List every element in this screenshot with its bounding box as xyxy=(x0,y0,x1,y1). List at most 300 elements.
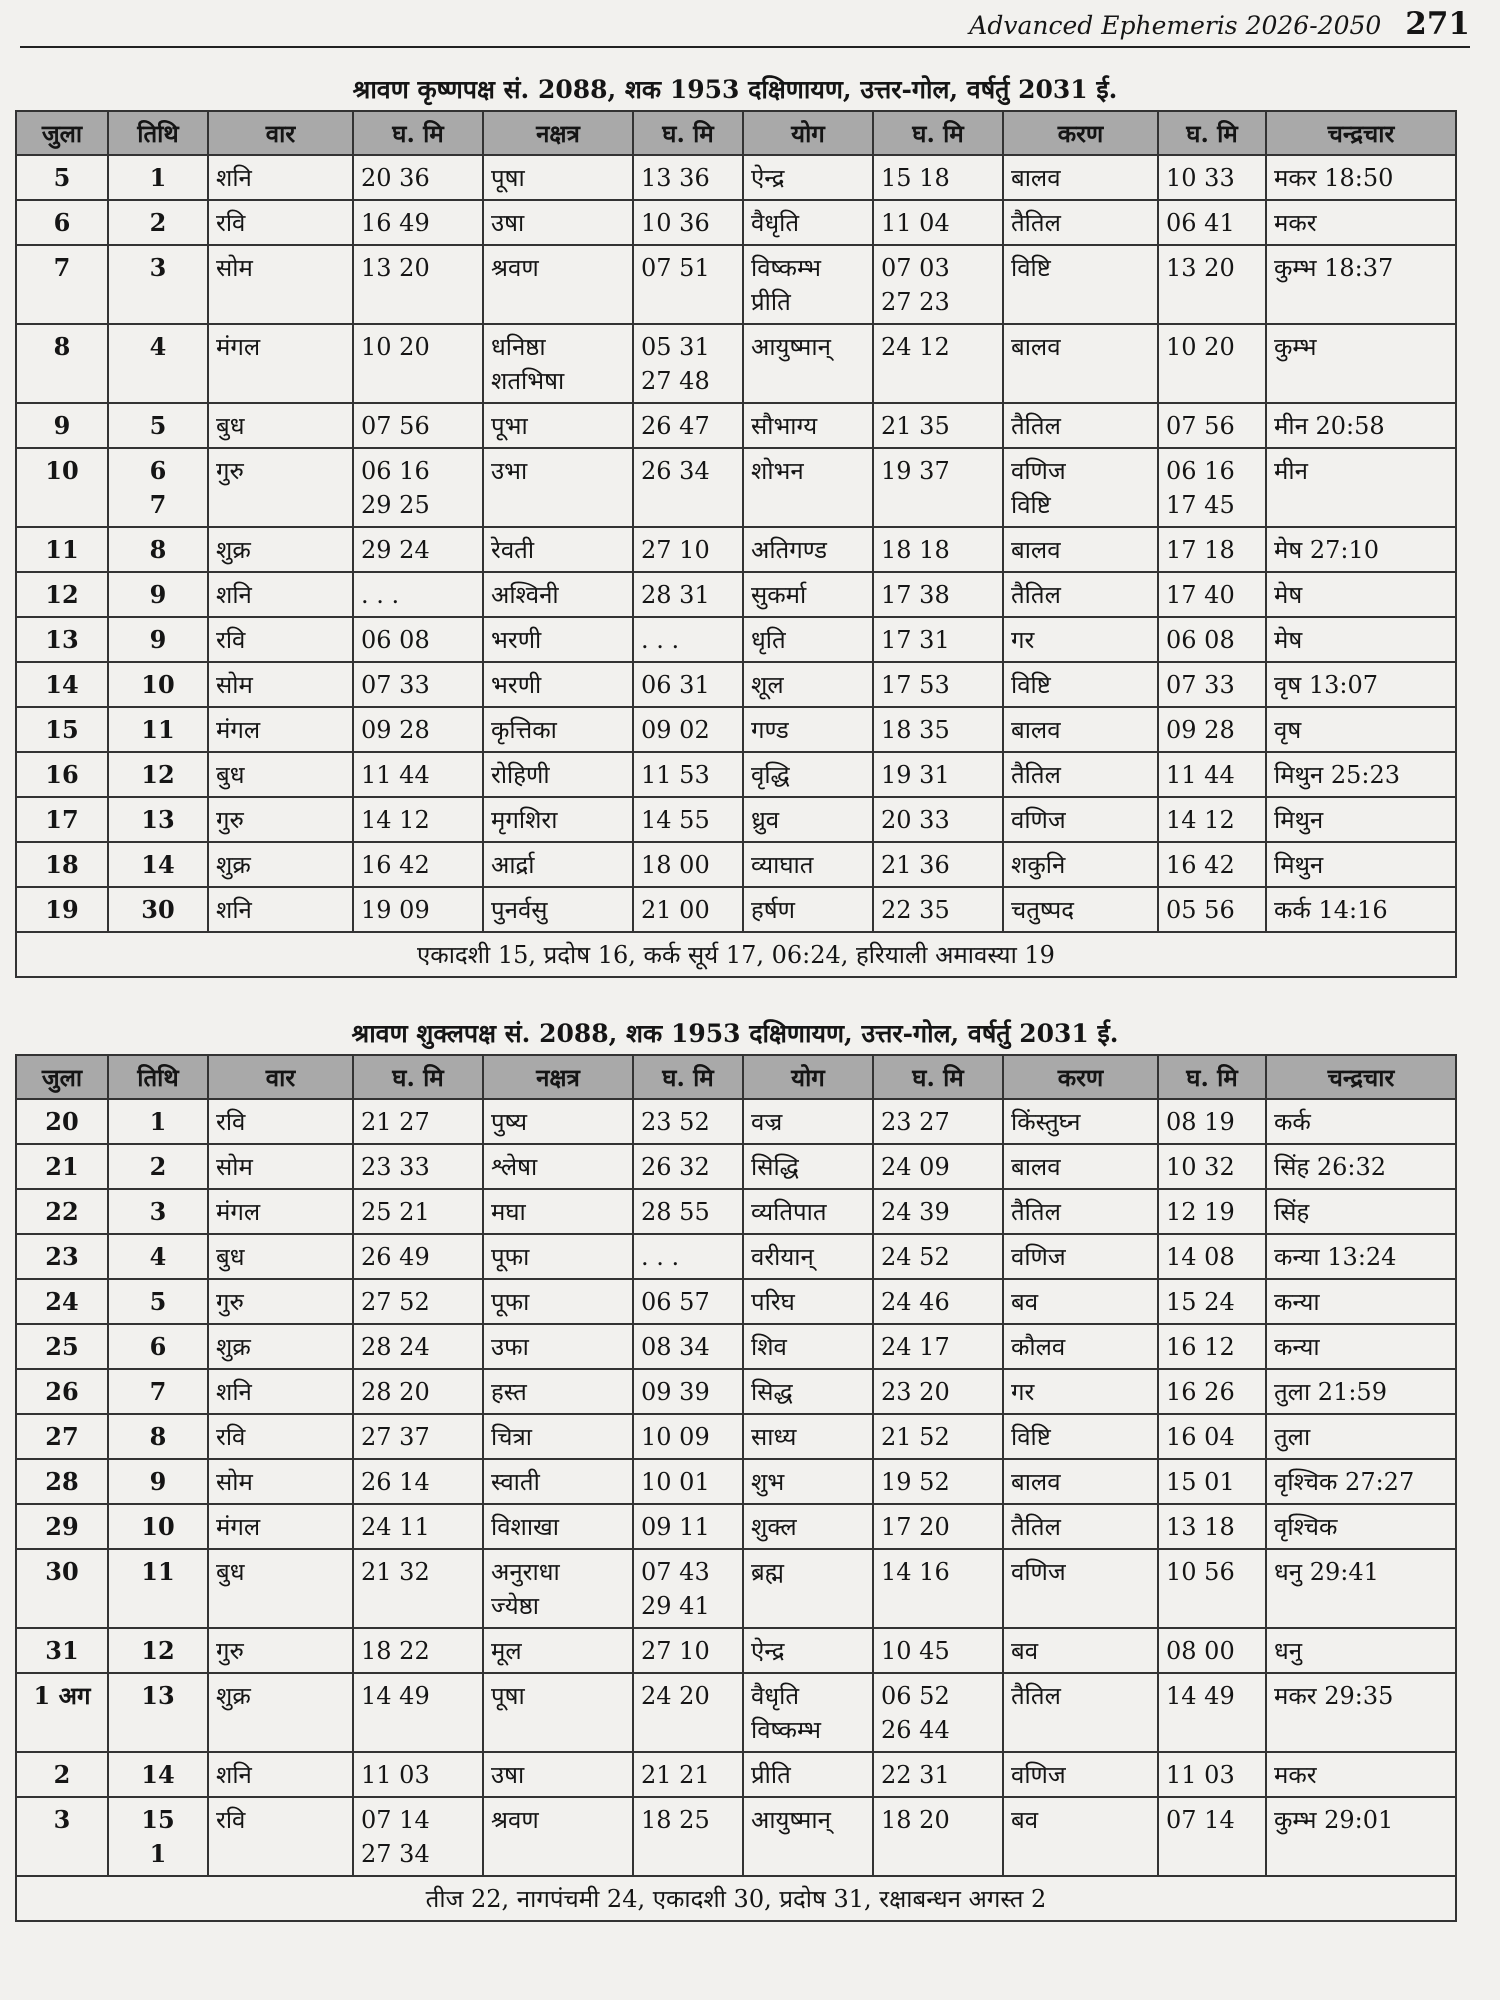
cell-moon-sign: तुला 21:59 xyxy=(1266,1369,1456,1414)
cell-weekday: शनि xyxy=(208,1752,353,1797)
cell-yoga: आयुष्मान् xyxy=(743,1797,873,1876)
cell-yoga: सौभाग्य xyxy=(743,403,873,448)
cell-nakshatra-end: 18 25 xyxy=(633,1797,743,1876)
table-row xyxy=(16,1504,1456,1549)
cell-yoga-end: 21 36 xyxy=(873,842,1003,887)
col-header-karana: करण xyxy=(1003,111,1158,155)
cell-tithi: 4 xyxy=(108,324,208,403)
cell-karana-end: 10 32 xyxy=(1158,1144,1266,1189)
cell-weekday: सोम xyxy=(208,245,353,324)
table-row xyxy=(16,403,1456,448)
cell-moon-sign: मेष 27:10 xyxy=(1266,527,1456,572)
col-header-karana-end: घ. मि xyxy=(1158,111,1266,155)
cell-moon-sign: मेष xyxy=(1266,572,1456,617)
cell-tithi-end: 07 56 xyxy=(353,403,483,448)
cell-nakshatra-end: 09 11 xyxy=(633,1504,743,1549)
table-row xyxy=(16,1414,1456,1459)
cell-moon-sign: मिथुन xyxy=(1266,842,1456,887)
page-number: 271 xyxy=(1405,6,1470,42)
cell-karana: बालव xyxy=(1003,155,1158,200)
cell-date: 30 xyxy=(16,1549,108,1628)
cell-yoga-end: 18 35 xyxy=(873,707,1003,752)
cell-yoga: व्यतिपात xyxy=(743,1189,873,1234)
footnote-row xyxy=(16,932,1456,977)
cell-karana: तैतिल xyxy=(1003,1504,1158,1549)
cell-weekday: शनि xyxy=(208,1369,353,1414)
cell-karana: वणिज xyxy=(1003,1234,1158,1279)
cell-tithi: 9 xyxy=(108,1459,208,1504)
cell-karana: शकुनि xyxy=(1003,842,1158,887)
cell-moon-sign: सिंह 26:32 xyxy=(1266,1144,1456,1189)
cell-nakshatra-end: 18 00 xyxy=(633,842,743,887)
cell-karana: बव xyxy=(1003,1279,1158,1324)
cell-tithi: 7 xyxy=(108,1369,208,1414)
cell-nakshatra: अश्विनी xyxy=(483,572,633,617)
cell-weekday: गुरु xyxy=(208,448,353,527)
cell-nakshatra: उफा xyxy=(483,1324,633,1369)
cell-karana: वणिज xyxy=(1003,1752,1158,1797)
table-row xyxy=(16,752,1456,797)
cell-yoga: ध्रुव xyxy=(743,797,873,842)
cell-nakshatra-end: 09 39 xyxy=(633,1369,743,1414)
cell-nakshatra: मघा xyxy=(483,1189,633,1234)
cell-weekday: रवि xyxy=(208,1414,353,1459)
cell-yoga-end: 19 52 xyxy=(873,1459,1003,1504)
cell-karana-end: 06 08 xyxy=(1158,617,1266,662)
cell-date: 31 xyxy=(16,1628,108,1673)
cell-moon-sign: कुम्भ xyxy=(1266,324,1456,403)
table-row xyxy=(16,1189,1456,1234)
cell-yoga-end: 10 45 xyxy=(873,1628,1003,1673)
cell-yoga-end: 17 38 xyxy=(873,572,1003,617)
cell-date: 3 xyxy=(16,1797,108,1876)
table-row xyxy=(16,1459,1456,1504)
cell-tithi-end: 28 20 xyxy=(353,1369,483,1414)
cell-karana: बव xyxy=(1003,1797,1158,1876)
table-row xyxy=(16,1279,1456,1324)
cell-yoga-end: 20 33 xyxy=(873,797,1003,842)
cell-yoga: प्रीति xyxy=(743,1752,873,1797)
cell-moon-sign: सिंह xyxy=(1266,1189,1456,1234)
cell-nakshatra: पूफा xyxy=(483,1234,633,1279)
cell-tithi: 11 xyxy=(108,1549,208,1628)
cell-weekday: सोम xyxy=(208,1459,353,1504)
cell-moon-sign: मेष xyxy=(1266,617,1456,662)
table-row xyxy=(16,842,1456,887)
cell-yoga: ऐन्द्र xyxy=(743,155,873,200)
cell-date: 21 xyxy=(16,1144,108,1189)
cell-karana-end: 14 49 xyxy=(1158,1673,1266,1752)
cell-nakshatra-end: 28 55 xyxy=(633,1189,743,1234)
cell-tithi-end: . . . xyxy=(353,572,483,617)
cell-tithi: 14 xyxy=(108,842,208,887)
cell-tithi-end: 07 14 27 34 xyxy=(353,1797,483,1876)
cell-tithi-end: 19 09 xyxy=(353,887,483,932)
cell-tithi-end: 11 03 xyxy=(353,1752,483,1797)
cell-yoga-end: 24 52 xyxy=(873,1234,1003,1279)
cell-karana-end: 13 20 xyxy=(1158,245,1266,324)
cell-karana-end: 08 00 xyxy=(1158,1628,1266,1673)
col-header-tithi-end: घ. मि xyxy=(353,1055,483,1099)
cell-nakshatra-end: 11 53 xyxy=(633,752,743,797)
cell-weekday: रवि xyxy=(208,200,353,245)
cell-tithi: 13 xyxy=(108,1673,208,1752)
table-row xyxy=(16,707,1456,752)
cell-yoga-end: 18 20 xyxy=(873,1797,1003,1876)
cell-karana-end: 07 56 xyxy=(1158,403,1266,448)
cell-yoga-end: 19 37 xyxy=(873,448,1003,527)
cell-date: 28 xyxy=(16,1459,108,1504)
cell-karana: बालव xyxy=(1003,707,1158,752)
cell-nakshatra-end: 07 43 29 41 xyxy=(633,1549,743,1628)
cell-date: 18 xyxy=(16,842,108,887)
cell-tithi: 3 xyxy=(108,1189,208,1234)
cell-nakshatra: मूल xyxy=(483,1628,633,1673)
cell-weekday: बुध xyxy=(208,403,353,448)
cell-moon-sign: मीन xyxy=(1266,448,1456,527)
cell-tithi-end: 26 14 xyxy=(353,1459,483,1504)
cell-nakshatra: रोहिणी xyxy=(483,752,633,797)
cell-weekday: गुरु xyxy=(208,1628,353,1673)
cell-tithi: 1 xyxy=(108,1099,208,1144)
cell-weekday: शुक्र xyxy=(208,1324,353,1369)
cell-tithi: 12 xyxy=(108,752,208,797)
col-header-karana: करण xyxy=(1003,1055,1158,1099)
cell-nakshatra: पूषा xyxy=(483,1673,633,1752)
footnote-row xyxy=(16,1876,1456,1921)
cell-date: 20 xyxy=(16,1099,108,1144)
cell-yoga: शुभ xyxy=(743,1459,873,1504)
cell-tithi-end: 25 21 xyxy=(353,1189,483,1234)
cell-yoga: शुक्ल xyxy=(743,1504,873,1549)
cell-weekday: शुक्र xyxy=(208,527,353,572)
cell-yoga-end: 24 46 xyxy=(873,1279,1003,1324)
cell-tithi: 15 1 xyxy=(108,1797,208,1876)
cell-karana: बालव xyxy=(1003,324,1158,403)
cell-yoga: सुकर्मा xyxy=(743,572,873,617)
cell-yoga-end: 17 53 xyxy=(873,662,1003,707)
cell-yoga: अतिगण्ड xyxy=(743,527,873,572)
cell-tithi-end: 24 11 xyxy=(353,1504,483,1549)
header-row xyxy=(16,1055,1456,1099)
col-header-nakshatra-end: घ. मि xyxy=(633,1055,743,1099)
cell-nakshatra-end: . . . xyxy=(633,617,743,662)
table-row xyxy=(16,1673,1456,1752)
cell-yoga-end: 24 12 xyxy=(873,324,1003,403)
cell-moon-sign: कुम्भ 18:37 xyxy=(1266,245,1456,324)
cell-karana-end: 10 33 xyxy=(1158,155,1266,200)
col-header-tithi-end: घ. मि xyxy=(353,111,483,155)
cell-date: 15 xyxy=(16,707,108,752)
cell-yoga: शूल xyxy=(743,662,873,707)
cell-moon-sign: कर्क xyxy=(1266,1099,1456,1144)
cell-nakshatra-end: 28 31 xyxy=(633,572,743,617)
cell-nakshatra: अनुराधा ज्येष्ठा xyxy=(483,1549,633,1628)
cell-yoga: वज्र xyxy=(743,1099,873,1144)
cell-karana: बालव xyxy=(1003,527,1158,572)
cell-nakshatra-end: 06 31 xyxy=(633,662,743,707)
col-header-tithi: तिथि xyxy=(108,111,208,155)
cell-karana: बव xyxy=(1003,1628,1158,1673)
cell-tithi: 30 xyxy=(108,887,208,932)
cell-date: 7 xyxy=(16,245,108,324)
col-header-weekday: वार xyxy=(208,111,353,155)
table-row xyxy=(16,1234,1456,1279)
table-row xyxy=(16,200,1456,245)
cell-tithi: 9 xyxy=(108,572,208,617)
col-header-moon-sign: चन्द्रचार xyxy=(1266,111,1456,155)
cell-tithi-end: 20 36 xyxy=(353,155,483,200)
cell-tithi: 2 xyxy=(108,200,208,245)
cell-weekday: बुध xyxy=(208,1549,353,1628)
header-row xyxy=(16,111,1456,155)
col-header-nakshatra: नक्षत्र xyxy=(483,111,633,155)
cell-tithi: 10 xyxy=(108,1504,208,1549)
cell-karana: तैतिल xyxy=(1003,403,1158,448)
cell-nakshatra-end: 26 34 xyxy=(633,448,743,527)
cell-moon-sign: मिथुन xyxy=(1266,797,1456,842)
cell-yoga-end: 21 52 xyxy=(873,1414,1003,1459)
cell-date: 27 xyxy=(16,1414,108,1459)
cell-weekday: शनि xyxy=(208,155,353,200)
cell-yoga-end: 22 31 xyxy=(873,1752,1003,1797)
cell-tithi: 5 xyxy=(108,1279,208,1324)
cell-weekday: शनि xyxy=(208,572,353,617)
cell-yoga-end: 24 39 xyxy=(873,1189,1003,1234)
cell-karana: चतुष्पद xyxy=(1003,887,1158,932)
cell-weekday: सोम xyxy=(208,1144,353,1189)
cell-karana: विष्टि xyxy=(1003,1414,1158,1459)
cell-nakshatra: आर्द्रा xyxy=(483,842,633,887)
table-row xyxy=(16,887,1456,932)
cell-tithi: 9 xyxy=(108,617,208,662)
cell-nakshatra: धनिष्ठा शतभिषा xyxy=(483,324,633,403)
cell-nakshatra-end: 26 47 xyxy=(633,403,743,448)
cell-weekday: रवि xyxy=(208,617,353,662)
cell-weekday: रवि xyxy=(208,1797,353,1876)
cell-yoga-end: 19 31 xyxy=(873,752,1003,797)
cell-karana-end: 17 40 xyxy=(1158,572,1266,617)
cell-yoga-end: 06 52 26 44 xyxy=(873,1673,1003,1752)
cell-date: 16 xyxy=(16,752,108,797)
cell-karana-end: 12 19 xyxy=(1158,1189,1266,1234)
table-row xyxy=(16,1369,1456,1414)
cell-nakshatra-end: 05 31 27 48 xyxy=(633,324,743,403)
cell-tithi-end: 27 52 xyxy=(353,1279,483,1324)
cell-tithi-end: 16 49 xyxy=(353,200,483,245)
table-row xyxy=(16,324,1456,403)
cell-nakshatra: कृत्तिका xyxy=(483,707,633,752)
cell-yoga: वृद्धि xyxy=(743,752,873,797)
cell-karana-end: 13 18 xyxy=(1158,1504,1266,1549)
cell-tithi-end: 11 44 xyxy=(353,752,483,797)
cell-moon-sign: मकर 18:50 xyxy=(1266,155,1456,200)
cell-nakshatra-end: 21 00 xyxy=(633,887,743,932)
cell-tithi-end: 06 16 29 25 xyxy=(353,448,483,527)
cell-date: 14 xyxy=(16,662,108,707)
cell-karana-end: 16 12 xyxy=(1158,1324,1266,1369)
cell-karana: वणिज xyxy=(1003,797,1158,842)
cell-yoga: व्याघात xyxy=(743,842,873,887)
cell-date: 9 xyxy=(16,403,108,448)
cell-nakshatra-end: 27 10 xyxy=(633,1628,743,1673)
cell-yoga: साध्य xyxy=(743,1414,873,1459)
cell-date: 29 xyxy=(16,1504,108,1549)
cell-date: 23 xyxy=(16,1234,108,1279)
cell-yoga: परिघ xyxy=(743,1279,873,1324)
festival-footnote: तीज 22, नागपंचमी 24, एकादशी 30, प्रदोष 31, रक्षाबन्धन अगस्त 2 xyxy=(16,1876,1456,1921)
cell-yoga-end: 23 20 xyxy=(873,1369,1003,1414)
cell-karana-end: 17 18 xyxy=(1158,527,1266,572)
cell-tithi: 13 xyxy=(108,797,208,842)
table-row xyxy=(16,1099,1456,1144)
cell-date: 6 xyxy=(16,200,108,245)
cell-nakshatra-end: 24 20 xyxy=(633,1673,743,1752)
col-header-nakshatra: नक्षत्र xyxy=(483,1055,633,1099)
cell-karana: गर xyxy=(1003,617,1158,662)
table-row xyxy=(16,245,1456,324)
cell-moon-sign: कन्या xyxy=(1266,1279,1456,1324)
cell-nakshatra-end: 14 55 xyxy=(633,797,743,842)
cell-weekday: गुरु xyxy=(208,797,353,842)
cell-weekday: मंगल xyxy=(208,1504,353,1549)
cell-tithi: 10 xyxy=(108,662,208,707)
festival-footnote: एकादशी 15, प्रदोष 16, कर्क सूर्य 17, 06:24, हरियाली अमावस्या 19 xyxy=(16,932,1456,977)
cell-karana: वणिज विष्टि xyxy=(1003,448,1158,527)
cell-yoga: धृति xyxy=(743,617,873,662)
cell-date: 12 xyxy=(16,572,108,617)
table-row xyxy=(16,1797,1456,1876)
cell-weekday: शुक्र xyxy=(208,842,353,887)
cell-tithi: 14 xyxy=(108,1752,208,1797)
cell-nakshatra: पूफा xyxy=(483,1279,633,1324)
ephemeris-table xyxy=(15,1054,1457,1922)
cell-karana: किंस्तुघ्न xyxy=(1003,1099,1158,1144)
cell-weekday: मंगल xyxy=(208,707,353,752)
cell-karana-end: 14 12 xyxy=(1158,797,1266,842)
cell-nakshatra: भरणी xyxy=(483,662,633,707)
cell-date: 1 अग xyxy=(16,1673,108,1752)
cell-karana: विष्टि xyxy=(1003,662,1158,707)
cell-karana: वणिज xyxy=(1003,1549,1158,1628)
cell-moon-sign: कर्क 14:16 xyxy=(1266,887,1456,932)
cell-karana: तैतिल xyxy=(1003,1189,1158,1234)
cell-tithi-end: 21 32 xyxy=(353,1549,483,1628)
cell-date: 22 xyxy=(16,1189,108,1234)
col-header-yoga-end: घ. मि xyxy=(873,1055,1003,1099)
cell-nakshatra: भरणी xyxy=(483,617,633,662)
col-header-tithi: तिथि xyxy=(108,1055,208,1099)
cell-karana-end: 05 56 xyxy=(1158,887,1266,932)
cell-yoga: शिव xyxy=(743,1324,873,1369)
table-row xyxy=(16,448,1456,527)
cell-weekday: बुध xyxy=(208,752,353,797)
cell-weekday: शनि xyxy=(208,887,353,932)
cell-yoga-end: 21 35 xyxy=(873,403,1003,448)
cell-yoga-end: 15 18 xyxy=(873,155,1003,200)
table-row xyxy=(16,1144,1456,1189)
cell-karana-end: 07 33 xyxy=(1158,662,1266,707)
cell-yoga-end: 18 18 xyxy=(873,527,1003,572)
cell-nakshatra: विशाखा xyxy=(483,1504,633,1549)
cell-nakshatra: उषा xyxy=(483,1752,633,1797)
cell-karana: तैतिल xyxy=(1003,200,1158,245)
cell-karana-end: 15 24 xyxy=(1158,1279,1266,1324)
cell-yoga: सिद्ध xyxy=(743,1369,873,1414)
table-row xyxy=(16,797,1456,842)
cell-karana-end: 15 01 xyxy=(1158,1459,1266,1504)
cell-yoga-end: 07 03 27 23 xyxy=(873,245,1003,324)
cell-moon-sign: कन्या xyxy=(1266,1324,1456,1369)
cell-tithi-end: 21 27 xyxy=(353,1099,483,1144)
cell-karana: गर xyxy=(1003,1369,1158,1414)
cell-tithi-end: 07 33 xyxy=(353,662,483,707)
cell-nakshatra: रेवती xyxy=(483,527,633,572)
col-header-nakshatra-end: घ. मि xyxy=(633,111,743,155)
cell-date: 17 xyxy=(16,797,108,842)
cell-yoga-end: 22 35 xyxy=(873,887,1003,932)
running-header xyxy=(20,6,1470,48)
cell-tithi: 6 7 xyxy=(108,448,208,527)
cell-tithi-end: 13 20 xyxy=(353,245,483,324)
cell-yoga: विष्कम्भ प्रीति xyxy=(743,245,873,324)
cell-date: 2 xyxy=(16,1752,108,1797)
cell-nakshatra-end: 13 36 xyxy=(633,155,743,200)
col-header-yoga-end: घ. मि xyxy=(873,111,1003,155)
cell-karana: तैतिल xyxy=(1003,572,1158,617)
cell-nakshatra-end: 09 02 xyxy=(633,707,743,752)
section-title: श्रावण शुक्लपक्ष सं. 2088, शक 1953 दक्षिणायण, उत्तर-गोल, वर्षर्तु 2031 ई. xyxy=(351,1019,1119,1048)
col-header-karana-end: घ. मि xyxy=(1158,1055,1266,1099)
cell-karana-end: 09 28 xyxy=(1158,707,1266,752)
cell-yoga-end: 11 04 xyxy=(873,200,1003,245)
cell-weekday: गुरु xyxy=(208,1279,353,1324)
cell-karana-end: 14 08 xyxy=(1158,1234,1266,1279)
cell-yoga-end: 17 20 xyxy=(873,1504,1003,1549)
cell-karana-end: 10 56 xyxy=(1158,1549,1266,1628)
cell-yoga: वैधृति xyxy=(743,200,873,245)
cell-nakshatra: मृगशिरा xyxy=(483,797,633,842)
cell-tithi-end: 06 08 xyxy=(353,617,483,662)
cell-tithi-end: 10 20 xyxy=(353,324,483,403)
col-header-yoga: योग xyxy=(743,1055,873,1099)
cell-date: 10 xyxy=(16,448,108,527)
cell-tithi: 1 xyxy=(108,155,208,200)
cell-karana-end: 10 20 xyxy=(1158,324,1266,403)
cell-karana: बालव xyxy=(1003,1144,1158,1189)
cell-karana-end: 06 41 xyxy=(1158,200,1266,245)
cell-moon-sign: धनु 29:41 xyxy=(1266,1549,1456,1628)
cell-weekday: मंगल xyxy=(208,324,353,403)
cell-weekday: बुध xyxy=(208,1234,353,1279)
cell-tithi-end: 26 49 xyxy=(353,1234,483,1279)
cell-tithi: 11 xyxy=(108,707,208,752)
cell-karana: कौलव xyxy=(1003,1324,1158,1369)
cell-tithi: 2 xyxy=(108,1144,208,1189)
cell-weekday: मंगल xyxy=(208,1189,353,1234)
cell-tithi: 6 xyxy=(108,1324,208,1369)
cell-tithi-end: 18 22 xyxy=(353,1628,483,1673)
cell-moon-sign: मकर xyxy=(1266,1752,1456,1797)
col-header-date: जुला xyxy=(16,111,108,155)
cell-yoga-end: 17 31 xyxy=(873,617,1003,662)
cell-yoga-end: 23 27 xyxy=(873,1099,1003,1144)
cell-tithi-end: 14 12 xyxy=(353,797,483,842)
cell-karana: तैतिल xyxy=(1003,752,1158,797)
cell-yoga: हर्षण xyxy=(743,887,873,932)
cell-yoga: वैधृति विष्कम्भ xyxy=(743,1673,873,1752)
table-row xyxy=(16,527,1456,572)
